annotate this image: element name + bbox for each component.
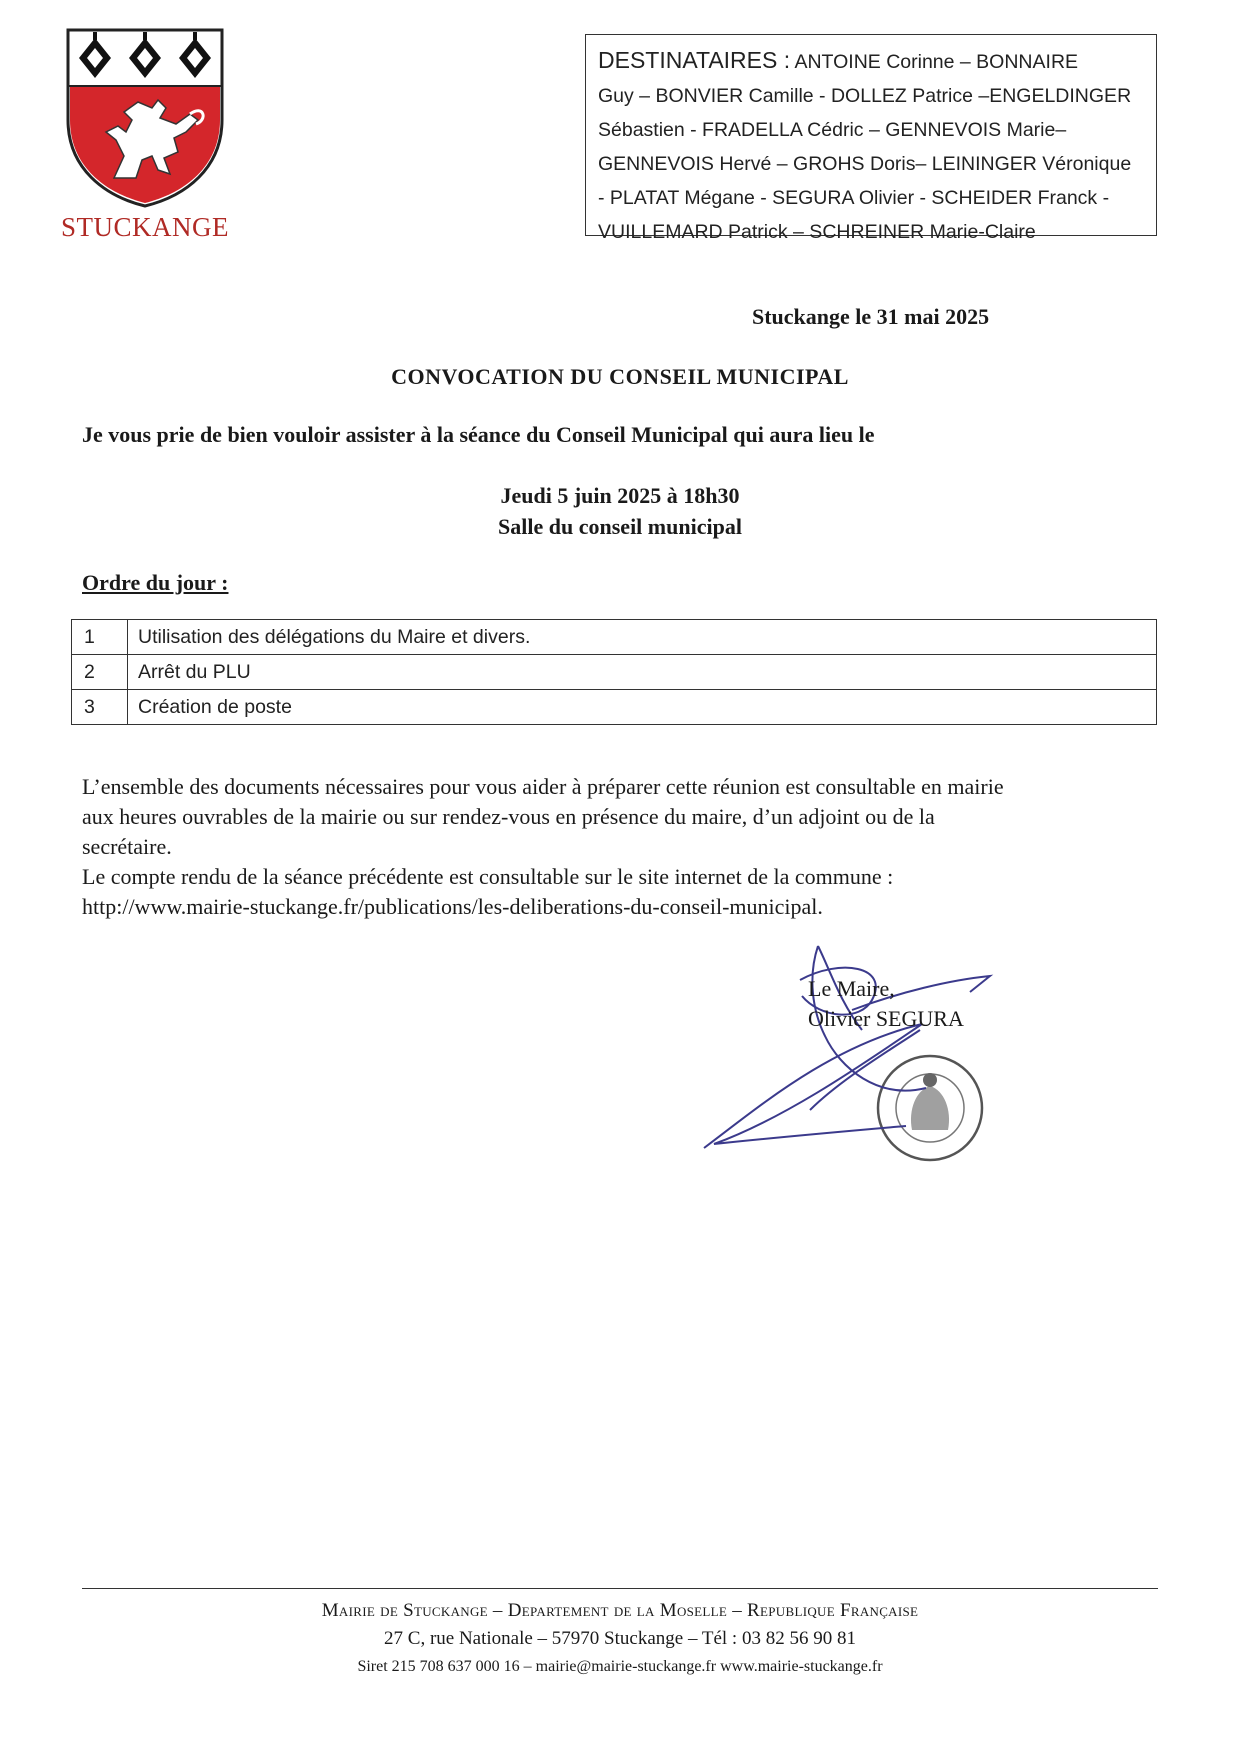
recipients-line: - PLATAT Mégane - SEGURA Olivier - SCHEIDER Franck -	[598, 187, 1110, 209]
website-link: http://www.mairie-stuckange.fr/publications/les-deliberations-du-conseil-municipal.	[82, 894, 823, 919]
recipients-line: Sébastien - FRADELLA Cédric – GENNEVOIS Marie–	[598, 119, 1067, 141]
body-line: aux heures ouvrables de la mairie ou sur rendez-vous en présence du maire, d’un adjoint ou de la	[82, 804, 935, 829]
footer-line-2: 27 C, rue Nationale – 57970 Stuckange – Tél : 03 82 56 90 81	[384, 1628, 856, 1649]
footer-line-3: Siret 215 708 637 000 16 – mairie@mairie-stuckange.fr www.mairie-stuckange.fr	[357, 1658, 883, 1675]
letter-date: Stuckange le 31 mai 2025	[752, 304, 990, 329]
footer-line-1: Mairie de Stuckange – Departement de la Moselle – Republique Française	[321, 1600, 919, 1621]
body-line: L’ensemble des documents nécessaires pour vous aider à préparer cette réunion est consultable en mairie	[82, 774, 1004, 799]
signature-and-stamp	[690, 930, 1110, 1210]
agenda-item: Création de poste	[128, 690, 1157, 725]
agenda-item: Arrêt du PLU	[128, 655, 1157, 690]
recipients-text: ANTOINE Corinne – BONNAIRE	[794, 51, 1079, 73]
signature-block	[808, 974, 964, 1034]
agenda-item: Utilisation des délégations du Maire et divers.	[128, 620, 1157, 655]
recipients-line	[598, 43, 1144, 79]
meeting-info	[0, 480, 1240, 542]
agenda-number: 2	[72, 655, 128, 690]
signature-title: Le Maire,	[808, 976, 895, 1001]
agenda-heading: Ordre du jour :	[82, 570, 229, 595]
letter-intro: Je vous prie de bien vouloir assister à la séance du Conseil Municipal qui aura lieu le	[82, 422, 875, 447]
table-row	[72, 690, 1157, 725]
agenda-number: 1	[72, 620, 128, 655]
recipients-box	[585, 34, 1157, 243]
coat-of-arms-icon	[66, 28, 224, 208]
stuckange-crest-logo	[60, 28, 230, 248]
meeting-place: Salle du conseil municipal	[498, 514, 742, 539]
agenda-table	[71, 619, 1157, 725]
signature-name: Olivier SEGURA	[808, 1006, 964, 1031]
table-row	[72, 620, 1157, 655]
mayor-stamp-icon	[878, 1056, 982, 1160]
footer	[0, 1597, 1240, 1681]
recipients-line: Guy – BONVIER Camille - DOLLEZ Patrice –ENGELDINGER	[598, 85, 1132, 107]
body-line: Le compte rendu de la séance précédente est consultable sur le site internet de la commune :	[82, 864, 894, 889]
table-row	[72, 655, 1157, 690]
recipients-line: VUILLEMARD Patrick – SCHREINER Marie-Claire	[598, 221, 1036, 243]
body-line: secrétaire.	[82, 834, 172, 859]
agenda-number: 3	[72, 690, 128, 725]
meeting-date: Jeudi 5 juin 2025 à 18h30	[500, 483, 740, 508]
letter-title: CONVOCATION DU CONSEIL MUNICIPAL	[391, 364, 849, 389]
recipients-line: GENNEVOIS Hervé – GROHS Doris– LEININGER Véronique	[598, 153, 1132, 175]
letter-body	[82, 772, 1162, 922]
footer-divider	[82, 1588, 1158, 1589]
recipients-label: DESTINATAIRES :	[598, 47, 791, 73]
town-name: STUCKANGE	[60, 212, 229, 242]
